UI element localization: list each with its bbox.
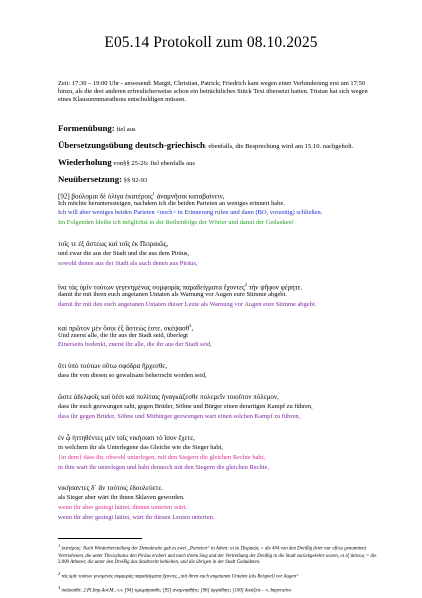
line-text: Im Folgenden bleibe ich möglichst in der Reihenfolge der Wörter und damit der Gedanken! <box>58 219 295 226</box>
section-rest: : ebenfalls, die Besprechung wird am 15.10. nachgeholt. <box>204 143 354 150</box>
line-text: Ich möchte herunterssteigen, nachdem ich die beiden Parteien an weniges erinnert habe. <box>58 200 285 207</box>
line-text: dass ihr gegen Brüder, Söhne und Mitbürger gezwungen wart einen solchen Kampf zu führen, <box>58 413 301 420</box>
line-text: Ich will aber weniges beiden Parteien <noch> in Erinnerung rufen und dann (BO, vorzeitig) schließen. <box>58 209 323 216</box>
footnote-marker: 2 <box>244 282 248 287</box>
section-label: Wiederholung <box>58 157 112 167</box>
section-rest: von§§ 25-26: fiel ebenfalls aus <box>111 160 195 167</box>
greek-line <box>58 393 279 401</box>
section-label: Übersetzungsübung deutsch-griechisch <box>58 140 205 150</box>
line-text: {in dem} dass ihr, obwohl unterlegen, mit den Siegern die gleichen Rechte habt, <box>58 454 266 461</box>
translation-line <box>58 494 185 502</box>
translation-line <box>58 504 187 512</box>
translation-line <box>58 301 316 309</box>
line-text: νικήσαντες δ᾽ ἂν τούτοις ἐδουλεύετε. <box>58 484 164 492</box>
line-text: wenn ihr aber gesiegt hättet, wärt ihr diesen Leuten unterten. <box>58 514 215 521</box>
line-text: Einerseits bedenkt, zuerst ihr alle, die ihr aus der Stadt seid, <box>58 341 212 348</box>
greek-line <box>58 484 163 492</box>
footnote-number: 1 <box>58 543 61 548</box>
section-neuuebersetzung <box>58 174 147 184</box>
section-label: Neuübersetzung: <box>58 174 123 184</box>
line-text: damit ihr mit ihren euch angetanen Untaten als Warnung vor Augen eure Stimme abgebt. <box>58 291 287 298</box>
line-text: dass ihr von diesen so gewaltsam beherrscht worden seid, <box>58 372 207 379</box>
line-text: in welchem ihr als Unterlegene das Gleiche wie die Sieger habt, <box>58 444 223 451</box>
greek-line <box>58 434 195 442</box>
translation-line <box>58 332 188 340</box>
translation-line <box>58 291 287 299</box>
translation-line <box>58 464 269 472</box>
translation-line <box>58 454 265 462</box>
translation-line <box>58 514 214 522</box>
line-text: wenn ihr aber gesiegt hättet, dienen unterten wärt. <box>58 504 187 511</box>
translation-line <box>58 413 300 421</box>
line-text: Und zuerst alle, die ihr aus der Stadt seid, überlegt <box>58 332 188 339</box>
line-text: τὴν ψῆφον φέρητε. <box>247 283 303 292</box>
line-text: καὶ πρῶτον μὲν ὅσοι ἐξ ἄστεώς ἐστε, σκέψασθ <box>58 324 190 333</box>
section-wiederholung <box>58 157 195 167</box>
footnote-marker: 1 <box>152 191 155 196</box>
section-uebersetzungsuebung <box>58 140 353 150</box>
line-text: sowohl denen aus der Stadt als auch denen aus Piräus, <box>58 260 198 267</box>
footnote-marker: 3 <box>189 323 192 328</box>
line-text: ὥστε ἀδελφοῖς καὶ ὑέσι καὶ πολίταις ἠναγκάζεσθε πολεμεῖν τοιοῦτον πόλεμον, <box>58 393 279 401</box>
translation-line <box>58 403 313 411</box>
translation-line <box>58 219 294 227</box>
translation-line <box>58 250 189 258</box>
line-text: dass ihr euch gezwungen saht, gegen Brüder, Söhne und Bürger einen derartigen Kampf zu führen, <box>58 403 313 410</box>
translation-line <box>58 444 223 452</box>
page-title: E05.14 Protokoll zum 08.10.2025 <box>104 34 318 51</box>
line-text: damit ihr mit den euch angetanen Untaten dieser Leute als Warnung vor Augen eure Stimme abgebt. <box>58 301 317 308</box>
footnote-divider <box>58 538 142 539</box>
translation-line <box>58 372 207 380</box>
footnote <box>58 585 380 596</box>
greek-line <box>58 240 168 248</box>
line-text: in ihm wart ihr unterlegen und habt dennoch mit den Siegern die gleichen Rechte, <box>58 464 269 471</box>
intro-paragraph: Zeit: 17:30 – 19:00 Uhr - anwesend: Margit, Christian, Patrick; Friedrich kam wegen einer Verhinderung erst um 17:50 hinzu, als die drei anderen erfreulicherweise schon ein beträchtliches Stück Text übersetzt hatten. Tristan hat sich wegen eines Klausurenmarathons entschuldigen müssen. <box>58 80 368 104</box>
translation-line <box>58 209 322 217</box>
footnote-number: 3 <box>58 585 61 590</box>
footnote-number: 2 <box>58 571 61 576</box>
section-rest: §§ 92-93 <box>122 177 148 184</box>
translation-line <box>58 341 212 349</box>
line-text: τοῖς τε ἐξ ἄστεως καὶ τοῖς ἐκ Πειραιῶς, <box>58 240 169 248</box>
section-formenuebung <box>58 123 136 133</box>
section-rest: fiel aus <box>114 126 136 133</box>
footnote-text: τὰς ὑμῖν τούτων γενομένας συμφορὰς παραδείγματα ἔχοντες „mit ihren euch angetanen Untaten (als Beispiel) vor Augen“ <box>60 574 299 580</box>
footnote <box>58 571 380 582</box>
greek-line <box>58 362 167 370</box>
line-text: und zwar die aus der Stadt und die aus dem Piräus, <box>58 250 190 257</box>
section-label: Formenübung: <box>58 123 115 133</box>
greek-line <box>58 281 302 291</box>
translation-line <box>58 200 285 208</box>
line-text: ὅτι ὑπὸ τούτων οὕτω σφόδρα ἤρχεσθε, <box>58 362 167 370</box>
line-text: ἐν ᾧ ἡττηθέντες μὲν τοῖς νικήσασι τὸ ἴσον ἔχετε, <box>58 434 195 442</box>
footnote-text: ἑκατέροις: Nach Wiederherstellung der Demokratie gab es zwei „Parteien“ in Athen: οἱ ἐκ Πειραιῶς = die 404 von den Dreißig (hier nur oft/so genannten) Vertriebenen, die unter Thrasybulos den Piräus erobert und nach ihrem Sieg und der Vertreibung der Dreißig in die Stadt zurückgekehrt waren, οἱ ἐξ ἄστεως = die 3.000 Athener, die unter den Dreißig das Stadtrecht behielten, und die übrigen in der Stadt Geduldeten. <box>58 546 377 566</box>
line-text: , <box>191 324 194 333</box>
footnote-text: σκέψασθε: 2.Pl.Imp.Aor.M., v.v. [94] τιμωρήσασθε; [95] ἀναμνησθῆτε; [96] ὀργίσθητε; [100] δικάζετε – v. Imperative <box>60 588 292 594</box>
translation-line <box>58 260 197 268</box>
line-text: ἀναμνῆσαι καταβαίνειν, <box>154 192 225 201</box>
line-text: [92] βούλομαι δὲ ὀλίγα ἑκατέροις <box>58 192 153 201</box>
line-text: als Sieger aber wärt ihr ihnen Sklaven geworden. <box>58 494 185 501</box>
greek-line <box>58 190 224 200</box>
line-text: ἵνα τὰς ὑμῖν τούτων γεγενημένας συμφορὰς παραδείγματα ἔχοντες <box>58 283 245 292</box>
greek-line <box>58 322 193 332</box>
footnote <box>58 543 380 567</box>
